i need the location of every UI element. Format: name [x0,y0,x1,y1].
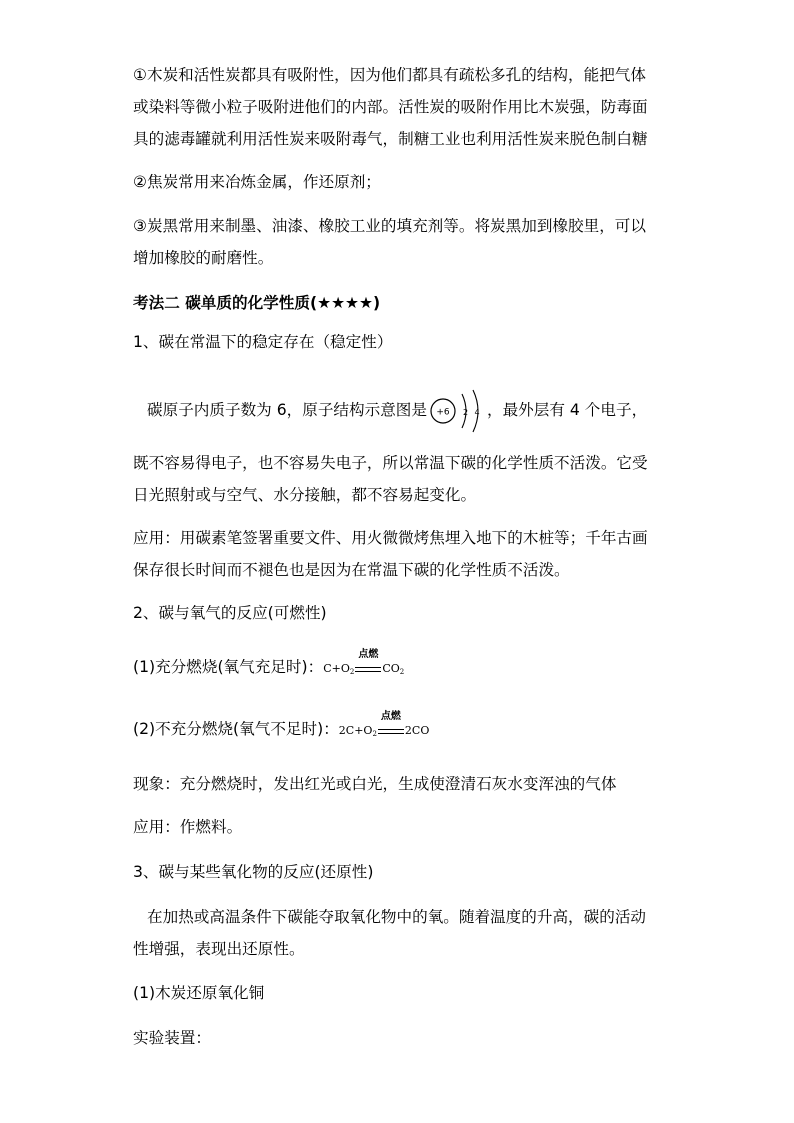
atom-line-3: 日光照射或与空气、水分接触，都不容易起变化。 [133,486,477,504]
atom-text-after: ，最外层有 4 个电子， [486,401,648,419]
section-1-title: 1、碳在常温下的稳定存在（稳定性） [133,333,393,351]
reaction-condition: 点燃 [380,711,401,722]
para1-line2: 或染料等微小粒子吸附进他们的内部。活性炭的吸附作用比木炭强，防毒面 [133,98,648,116]
para3-line2: 增加橡胶的耐磨性。 [133,249,274,267]
equation-1 [133,649,405,683]
equation-2-label: (2)不充分燃烧(氧气不足时)： [133,720,339,738]
atom-line-2: 既不容易得电子，也不容易失电子，所以常温下碳的化学性质不活泼。它受 [133,454,648,472]
para1-line3: 具的滤毒罐就利用活性炭来吸附毒气，制糖工业也利用活性炭来脱色制白糖 [133,130,648,148]
nucleus-charge: +6 [436,407,450,417]
reduction-line2: 性增强，表现出还原性。 [133,940,305,958]
para2: ②焦炭常用来冶炼金属，作还原剂； [133,173,381,191]
section-2-title: 2、碳与氧气的反应(可燃性) [133,604,327,622]
equation-1-formula: $C+O_2$ 点燃 $CO_2$ [323,662,404,675]
equation-2 [133,711,430,745]
application-2: 应用：作燃料。 [133,818,243,836]
para3-line1: ③炭黑常用来制墨、油漆、橡胶工业的填充剂等。将炭黑加到橡胶里，可以 [133,217,646,235]
atom-structure-diagram [429,388,485,434]
subsection-1-title: (1)木炭还原氧化铜 [133,984,265,1002]
reduction-line1: 在加热或高温条件下碳能夺取氧化物中的氧。随着温度的升高，碳的活动 [147,908,647,926]
application-1-line1: 应用：用碳素笔签署重要文件、用火微微烤焦埋入地下的木桩等；千年古画 [133,529,648,547]
equation-1-label: (1)充分燃烧(氧气充足时)： [133,658,324,676]
atom-text-before: 碳原子内质子数为 6，原子结构示意图是 [147,401,427,419]
equation-2-formula: $2C+O_2$ 点燃 2CO [339,724,430,737]
section-heading-2: 考法二 碳单质的化学性质(★★★★) [133,294,381,312]
atom-structure-line [147,387,647,434]
section-3-title: 3、碳与某些氧化物的反应(还原性) [133,863,374,881]
reaction-condition: 点燃 [358,649,379,660]
application-1-line2: 保存很长时间而不褪色也是因为在常温下碳的化学性质不活泼。 [133,561,570,579]
phenomenon: 现象：充分燃烧时，发出红光或白光，生成使澄清石灰水变浑浊的气体 [133,775,617,793]
shell-2-electrons: 4 [474,407,480,417]
shell-1-electrons: 2 [462,407,469,417]
apparatus-label: 实验装置： [133,1029,211,1047]
para1-line1: ①木炭和活性炭都具有吸附性，因为他们都具有疏松多孔的结构，能把气体 [133,66,646,84]
